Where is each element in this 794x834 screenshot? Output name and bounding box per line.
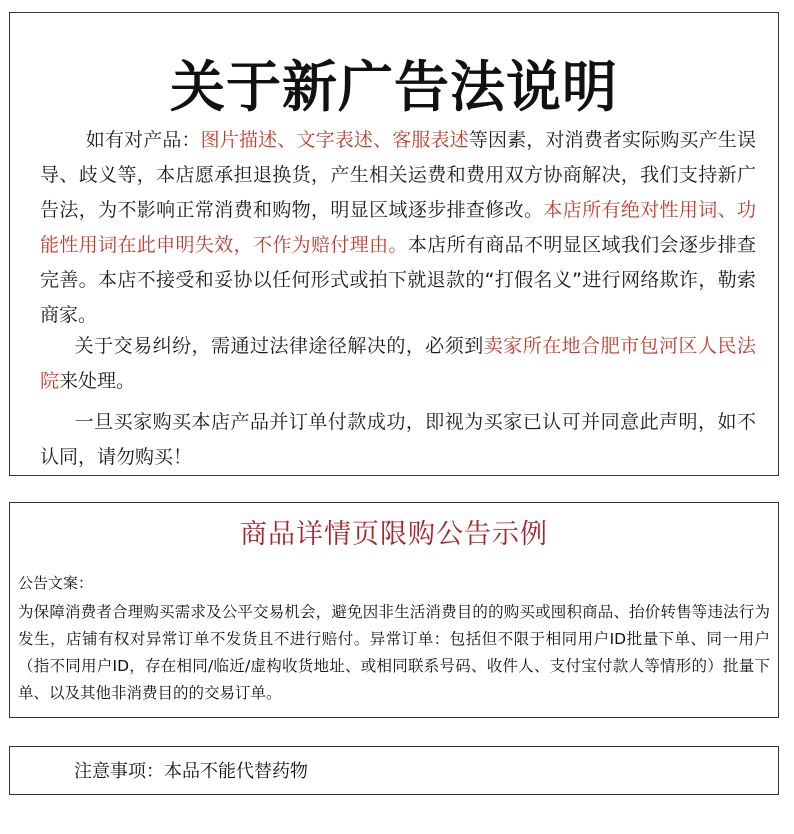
announcement-body: 为保障消费者合理购买需求及公平交易机会，避免因非生活消费目的的购买或囤积商品、抬价转售等违法行为发生，店铺有权对异常订单不发货且不进行赔付。异常订单：包括但不限于相同用户ID批量下单、同一用户（指不同用户ID，存在相同/临近/虚构收货地址、或相同联系号码、收件人、支付宝付款人等情形的）批量下单、以及其他非消费目的的交易订单。 bbox=[18, 603, 770, 702]
ad-law-paragraph-3 bbox=[40, 405, 756, 475]
purchase-limit-title: 商品详情页限购公告示例 bbox=[240, 519, 548, 550]
paragraph-2-highlight: 卖家所在地合肥市包河区人民法院 bbox=[40, 335, 756, 392]
purchase-limit-panel bbox=[9, 502, 779, 718]
paragraph-1-highlight-2: 本店所有绝对性用词、功能性用词在此申明失效，不作为赔付理由。 bbox=[40, 199, 756, 256]
ad-law-paragraph-1 bbox=[40, 123, 756, 333]
notice-text: 注意事项：本品不能代替药物 bbox=[74, 761, 308, 782]
paragraph-3-text: 一旦买家购买本店产品并订单付款成功，即视为买家已认可并同意此声明，如不认同，请勿购买！ bbox=[40, 411, 756, 468]
paragraph-2-text-b: 来处理。 bbox=[59, 370, 136, 392]
paragraph-1-text-b: 等因素，对消费者实际购买产生误导、歧义等，本店愿承担退换货，产生相关运费和费用双方协商解决，我们支持新广告法，为不影响正常消费和购物，明显区域逐步排查修改。 bbox=[40, 129, 756, 221]
paragraph-1-highlight-1: 图片描述、文字表述、客服表述 bbox=[200, 129, 469, 151]
paragraph-2-text-a: 关于交易纠纷，需通过法律途径解决的，必须到 bbox=[74, 335, 484, 357]
ad-law-paragraph-2 bbox=[40, 329, 756, 399]
notice-panel bbox=[9, 746, 779, 795]
paragraph-1-text-a: 如有对产品： bbox=[85, 129, 201, 151]
ad-law-statement-panel bbox=[9, 12, 779, 476]
announcement-label: 公告文案： bbox=[18, 574, 94, 592]
ad-law-title: 关于新广告法说明 bbox=[169, 55, 618, 119]
paragraph-1-text-c: 本店所有商品不明显区域我们会逐步排查完善。本店不接受和妥协以任何形式或拍下就退款的“打假名义”进行网络欺诈，勒索商家。 bbox=[40, 234, 756, 326]
